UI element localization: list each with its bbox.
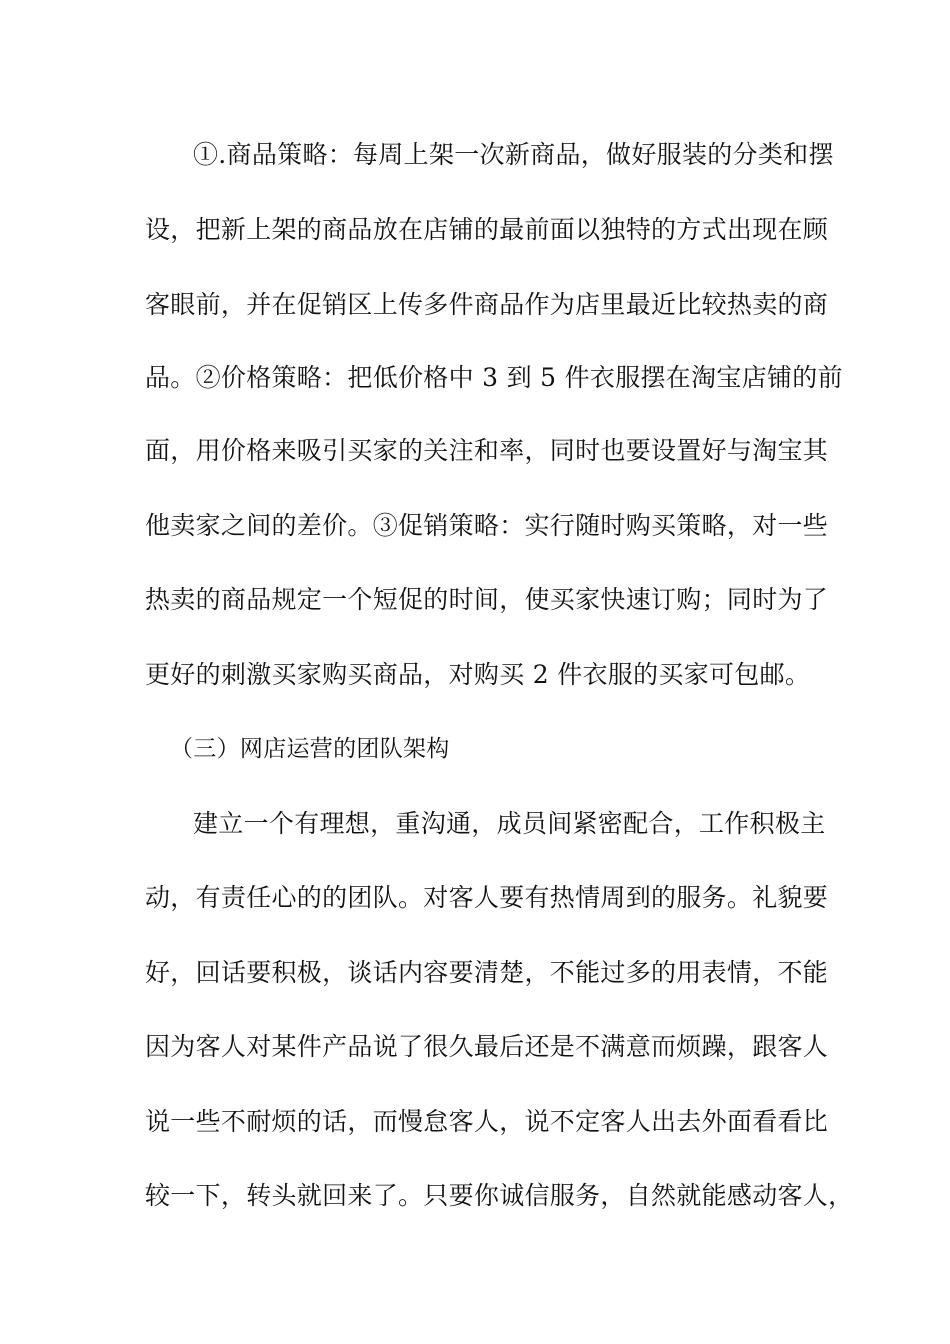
paragraph-line: 建立一个有理想，重沟通，成员间紧密配合，工作积极主 — [193, 809, 826, 838]
paragraph-line: 更好的刺激买家购买商品，对购买 2 件衣服的买家可包邮。 — [145, 660, 811, 689]
paragraph-line: 好，回话要积极，谈话内容要清楚，不能过多的用表情，不能 — [145, 958, 829, 987]
paragraph-line: 设，把新上架的商品放在店铺的最前面以独特的方式出现在顾 — [145, 215, 829, 244]
section-heading: （三）网店运营的团队架构 — [170, 736, 450, 762]
paragraph-line: 说一些不耐烦的话，而慢怠客人，说不定客人出去外面看看比 — [145, 1107, 829, 1136]
paragraph-line: ①.商品策略：每周上架一次新商品，做好服装的分类和摆 — [193, 140, 834, 169]
paragraph-line: 客眼前，并在促销区上传多件商品作为店里最近比较热卖的商 — [145, 290, 829, 319]
paragraph-line: 面，用价格来吸引买家的关注和率，同时也要设置好与淘宝其 — [145, 436, 829, 465]
paragraph-line: 因为客人对某件产品说了很久最后还是不满意而烦躁，跟客人 — [145, 1032, 829, 1061]
paragraph-line: 较一下，转头就回来了。只要你诚信服务，自然就能感动客人， — [145, 1181, 854, 1210]
paragraph-line: 品。②价格策略：把低价格中 3 到 5 件衣服摆在淘宝店铺的前 — [145, 363, 843, 392]
paragraph-line: 动，有责任心的的团队。对客人要有热情周到的服务。礼貌要 — [145, 883, 829, 912]
paragraph-line: 他卖家之间的差价。③促销策略：实行随时购买策略，对一些 — [145, 511, 829, 540]
paragraph-line: 热卖的商品规定一个短促的时间，使买家快速订购；同时为了 — [145, 585, 829, 614]
